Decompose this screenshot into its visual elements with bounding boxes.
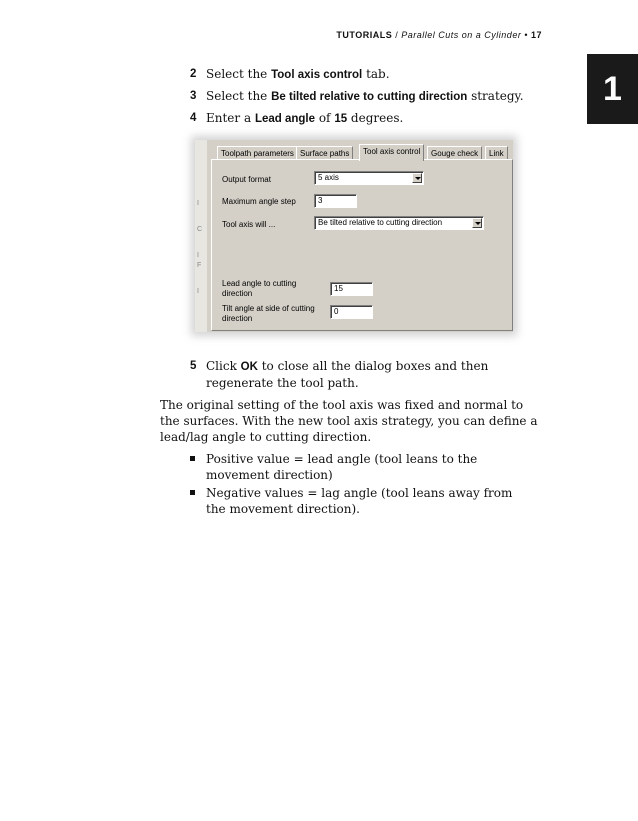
tab-toolpath-parameters[interactable]: Toolpath parameters bbox=[217, 146, 298, 160]
step-number: 4 bbox=[190, 112, 197, 124]
bullet-text: Positive value = lead angle (tool leans to the movement direction) bbox=[206, 452, 478, 482]
chevron-down-icon[interactable] bbox=[472, 218, 482, 228]
tab-tool-axis-control[interactable]: Tool axis control bbox=[359, 144, 424, 161]
step-text: Click OK to close all the dialog boxes and then regenerate the tool path. bbox=[206, 359, 489, 390]
bullet-icon bbox=[190, 456, 195, 461]
header-section: TUTORIALS bbox=[336, 30, 393, 40]
tool-axis-dialog bbox=[195, 140, 513, 332]
header-title: Parallel Cuts on a Cylinder bbox=[401, 30, 522, 40]
tool-axis-label: Tool axis will ... bbox=[222, 220, 276, 229]
strip-mark: I bbox=[197, 288, 199, 295]
strip-mark: I bbox=[197, 200, 199, 207]
tab-panel bbox=[211, 159, 513, 331]
step-number: 3 bbox=[190, 90, 197, 102]
tool-axis-value: Be tilted relative to cutting direction bbox=[318, 218, 443, 227]
lead-angle-input[interactable]: 15 bbox=[330, 282, 373, 296]
step-number: 5 bbox=[190, 360, 197, 372]
step-text: Select the Be tilted relative to cutting direction strategy. bbox=[206, 89, 524, 103]
header-separator: / bbox=[392, 30, 402, 40]
tool-axis-dropdown[interactable] bbox=[314, 216, 484, 230]
tilt-angle-label: Tilt angle at side of cutting direction bbox=[222, 304, 315, 323]
step-text: Select the Tool axis control tab. bbox=[206, 67, 390, 81]
chevron-down-icon[interactable] bbox=[412, 173, 422, 183]
max-angle-input[interactable]: 3 bbox=[314, 194, 357, 208]
step-number: 2 bbox=[190, 68, 197, 80]
output-format-label: Output format bbox=[222, 175, 271, 184]
strip-mark: F bbox=[197, 262, 202, 269]
output-format-value: 5 axis bbox=[318, 173, 339, 182]
tilt-angle-input[interactable]: 0 bbox=[330, 305, 373, 319]
body-paragraph: The original setting of the tool axis was fixed and normal to the surfaces. With the new tool axis strategy, you can define a lead/lag angle to cutting direction. bbox=[160, 398, 538, 444]
tab-link[interactable]: Link bbox=[485, 146, 508, 160]
dialog-left-strip bbox=[195, 140, 207, 332]
chapter-tab: 1 bbox=[587, 54, 638, 124]
bullet-icon bbox=[190, 490, 195, 495]
header-bullet: • bbox=[521, 30, 531, 40]
strip-mark: C bbox=[197, 226, 203, 233]
strip-mark: I bbox=[197, 252, 199, 259]
tab-surface-paths[interactable]: Surface paths bbox=[296, 146, 353, 160]
step-text: Enter a Lead angle of 15 degrees. bbox=[206, 111, 404, 125]
lead-angle-label: Lead angle to cutting direction bbox=[222, 279, 297, 298]
bullet-text: Negative values = lag angle (tool leans away from the movement direction). bbox=[206, 486, 513, 516]
max-angle-label: Maximum angle step bbox=[222, 197, 296, 206]
output-format-dropdown[interactable] bbox=[314, 171, 424, 185]
page-number: 17 bbox=[530, 30, 542, 40]
tab-gouge-check[interactable]: Gouge check bbox=[427, 146, 482, 160]
running-header bbox=[336, 30, 542, 40]
